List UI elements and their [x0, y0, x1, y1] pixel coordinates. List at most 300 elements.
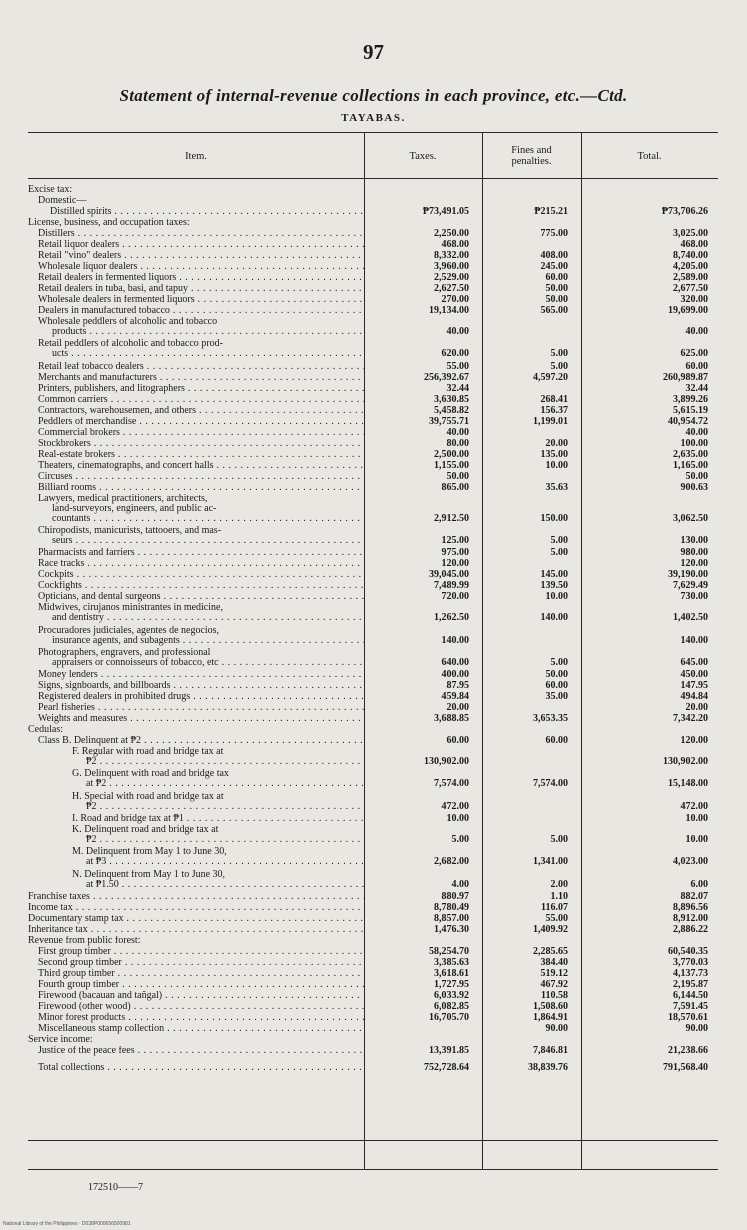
taxes-value: 5.00 [451, 834, 469, 846]
total-value: 60.00 [685, 360, 708, 372]
row-label-line: countants . . . [38, 514, 364, 524]
total-value: 2,635.00 [673, 448, 708, 460]
row-label-line: ucts . . . [38, 349, 364, 359]
total-value: 40,954.72 [668, 415, 708, 427]
fines-value: 4,597.20 [533, 371, 568, 383]
row-item-label [28, 969, 364, 979]
fines-value: 50.00 [545, 283, 568, 294]
row-label-line: land-surveyors, engineers, and public ac- [38, 504, 364, 514]
row-label-line: products . . . [38, 327, 364, 337]
total-value: 18,570.61 [668, 1011, 708, 1023]
table-row [28, 251, 718, 261]
row-label-line: Minor forest products . . . [38, 1013, 364, 1023]
taxes-value: 16,705.70 [429, 1011, 469, 1023]
row-label-line: Theaters, cinematographs, and concert halls . . . [38, 461, 364, 471]
row-item-label [28, 980, 364, 990]
fines-value: 5.00 [550, 656, 568, 668]
row-label-line: Miscellaneous stamp collection . . . [38, 1024, 364, 1034]
row-label-line: Inheritance tax . . . [28, 925, 364, 935]
table-row [28, 295, 718, 305]
fines-value: 60.00 [545, 272, 568, 283]
row-label-line: Cedulas: [28, 725, 364, 735]
taxes-value: 8,332.00 [434, 250, 469, 261]
row-item-label [28, 439, 364, 449]
row-label-line: Billiard rooms . . . [38, 483, 364, 493]
fines-value: 50.00 [545, 669, 568, 681]
taxes-value: 13,391.85 [429, 1044, 469, 1056]
page-number: 97 [363, 40, 384, 64]
total-value: 4,023.00 [673, 856, 708, 868]
taxes-value: 6,033.92 [434, 989, 469, 1001]
table-row [28, 229, 718, 239]
row-label-line: Retail "vino" dealers . . . [38, 251, 364, 261]
table-row [28, 559, 718, 569]
row-label-line: Class B. Delinquent at ₱2 . . . [38, 736, 364, 746]
row-label-line: Franchise taxes . . . [28, 892, 364, 902]
row-label-line: Stockbrokers . . . [38, 439, 364, 449]
table-row [28, 847, 718, 867]
taxes-value: 125.00 [441, 534, 469, 546]
fines-value: 5.00 [550, 360, 568, 372]
row-item-label [28, 769, 364, 789]
row-label-line: Third group timber . . . [38, 969, 364, 979]
taxes-value: 1,155.00 [434, 459, 469, 471]
table-row [28, 1063, 718, 1073]
total-value: 90.00 [685, 1022, 708, 1034]
table-row [28, 262, 718, 272]
row-item-label [28, 559, 364, 569]
taxes-value: 2,912.50 [434, 512, 469, 524]
row-item-label [28, 284, 364, 294]
row-label-line: Race tracks . . . [38, 559, 364, 569]
total-value: 4,205.00 [673, 261, 708, 272]
row-label-line: Merchants and manufacturers . . . [38, 373, 364, 383]
row-item-label [28, 251, 364, 261]
row-item-label [28, 494, 364, 524]
header-item: Item. [185, 150, 207, 162]
table-row [28, 581, 718, 591]
total-value: 40.00 [685, 426, 708, 438]
row-label-line: Documentary stamp tax . . . [28, 914, 364, 924]
row-item-label [28, 240, 364, 250]
taxes-value: 3,630.85 [434, 393, 469, 405]
fines-value: 60.00 [545, 735, 568, 747]
row-label-line: Lawyers, medical practitioners, architects, [38, 494, 364, 504]
row-label-line: Printers, publishers, and litographers . . . [38, 384, 364, 394]
table-row [28, 1024, 718, 1034]
table-row [28, 273, 718, 283]
table-row [28, 747, 718, 767]
total-value: 130.00 [680, 534, 708, 546]
printer-footer: 172510——7 [88, 1182, 143, 1193]
row-label-line: at ₱2 . . . [72, 779, 364, 789]
row-item-label [28, 914, 364, 924]
row-label-line: Revenue from public forest: [28, 936, 364, 946]
table-row [28, 725, 718, 735]
row-item-label [28, 262, 364, 272]
province-heading: TAYABAS. [341, 112, 406, 124]
row-label-line: ₱2 . . . [72, 757, 364, 767]
collections-table [28, 132, 718, 1170]
row-label-line: Fourth group timber . . . [38, 980, 364, 990]
taxes-value: 752,728.64 [424, 1061, 469, 1073]
taxes-value: 640.00 [441, 656, 469, 668]
taxes-value: 1,476.30 [434, 923, 469, 935]
table-row [28, 570, 718, 580]
table-row [28, 936, 718, 946]
table-row [28, 1013, 718, 1023]
table-row [28, 592, 718, 602]
fines-value: 135.00 [540, 448, 568, 460]
table-row [28, 1035, 718, 1045]
row-label-line: G. Delinquent with road and bridge tax [72, 769, 364, 779]
total-value: 8,896.56 [673, 901, 708, 913]
taxes-value: 2,250.00 [434, 228, 469, 239]
row-label-line: Signs, signboards, and billboards . . . [38, 681, 364, 691]
row-label-line: N. Delinquent from May 1 to June 30, [72, 870, 364, 880]
table-row [28, 914, 718, 924]
taxes-value: 39,045.00 [429, 569, 469, 581]
fines-value: 10.00 [545, 591, 568, 603]
fines-value: 467.92 [540, 978, 568, 990]
row-item-label [28, 581, 364, 591]
table-row [28, 417, 718, 427]
total-value: 1,165.00 [673, 459, 708, 471]
row-label-line: First group timber . . . [38, 947, 364, 957]
table-row [28, 218, 718, 228]
total-value: 882.07 [680, 890, 708, 902]
fines-value: 2,285.65 [533, 945, 568, 957]
table-row [28, 681, 718, 691]
table-row [28, 648, 718, 668]
row-item-label [28, 703, 364, 713]
total-value: 730.00 [680, 591, 708, 603]
row-item-label [28, 991, 364, 1001]
taxes-value: 7,574.00 [434, 778, 469, 790]
row-item-label [28, 825, 364, 845]
total-rule [28, 1140, 718, 1141]
row-label-line: Service income: [28, 1035, 364, 1045]
row-item-label [28, 306, 364, 316]
fines-value: 20.00 [545, 437, 568, 449]
table-row [28, 450, 718, 460]
taxes-value: 10.00 [446, 813, 469, 825]
page-title: Statement of internal-revenue collections in each province, etc.—Ctd. [119, 86, 628, 105]
row-label-line: Retail dealers in tuba, basi, and tapuy . . . [38, 284, 364, 294]
fines-value: 10.00 [545, 459, 568, 471]
total-value: 2,195.87 [673, 978, 708, 990]
total-value: 3,025.00 [673, 228, 708, 239]
table-row [28, 461, 718, 471]
row-item-label [28, 417, 364, 427]
fines-value: 38,839.76 [528, 1061, 568, 1073]
table-row [28, 317, 718, 337]
total-value: 32.44 [685, 382, 708, 394]
row-item-label [28, 648, 364, 668]
row-label-line: Real-estate brokers . . . [38, 450, 364, 460]
table-row [28, 736, 718, 746]
row-label-line: Wholesale peddlers of alcoholic and tobacco [38, 317, 364, 327]
fines-value: 408.00 [540, 250, 568, 261]
row-item-label [28, 1013, 364, 1023]
table-row [28, 472, 718, 482]
total-value: 8,912.00 [673, 912, 708, 924]
fines-value: 775.00 [540, 228, 568, 239]
row-label-line: I. Road and bridge tax at ₱1 . . . [72, 814, 364, 824]
row-label-line: insurance agents, and subagents . . . [38, 636, 364, 646]
row-label-line: Distillers . . . [38, 229, 364, 239]
table-row [28, 339, 718, 359]
row-label-line: Firewood (bacauan and tañgal) . . . [38, 991, 364, 1001]
total-value: 791,568.40 [663, 1061, 708, 1073]
total-value: 3,899.26 [673, 393, 708, 405]
fines-value: 35.63 [545, 481, 568, 493]
row-item-label [28, 626, 364, 646]
taxes-value: 7,489.99 [434, 580, 469, 592]
row-item-label [28, 526, 364, 546]
row-item-label [28, 692, 364, 702]
fines-value: 116.07 [541, 901, 568, 913]
row-label-line: seurs . . . [38, 536, 364, 546]
total-value: 7,342.20 [673, 713, 708, 725]
table-row [28, 384, 718, 394]
total-value: 468.00 [680, 239, 708, 250]
row-label-line: Dealers in manufactured tobacco . . . [38, 306, 364, 316]
taxes-value: 620.00 [441, 348, 469, 360]
taxes-value: 2,529.00 [434, 272, 469, 283]
fines-value: 55.00 [545, 912, 568, 924]
header-total: Total. [637, 150, 662, 162]
taxes-value: 256,392.67 [424, 371, 469, 383]
total-value: 120.00 [680, 558, 708, 570]
row-label-line: License, business, and occupation taxes: [28, 218, 364, 228]
taxes-value: 55.00 [446, 360, 469, 372]
table-row [28, 1002, 718, 1012]
taxes-value: 2,682.00 [434, 856, 469, 868]
row-label-line: Wholesale liquor dealers . . . [38, 262, 364, 272]
taxes-value: 400.00 [441, 669, 469, 681]
fines-value: 268.41 [540, 393, 568, 405]
row-label-line: Chiropodists, manicurists, tattooers, and mas- [38, 526, 364, 536]
total-value: 900.63 [680, 481, 708, 493]
row-item-label [28, 362, 364, 372]
row-item-label [28, 936, 364, 946]
row-label-line: Domestic— [38, 196, 364, 206]
row-label-line: Pearl fisheries . . . [38, 703, 364, 713]
taxes-value: 3,618.61 [434, 967, 469, 979]
table-row [28, 769, 718, 789]
total-value: 50.00 [685, 470, 708, 482]
row-item-label [28, 870, 364, 890]
row-item-label [28, 450, 364, 460]
table-row [28, 526, 718, 546]
taxes-value: 1,727.95 [434, 978, 469, 990]
total-value: 20.00 [685, 702, 708, 714]
total-value: 10.00 [685, 834, 708, 846]
fines-value: 245.00 [540, 261, 568, 272]
table-row [28, 870, 718, 890]
row-label-line: Retail liquor dealers . . . [38, 240, 364, 250]
row-item-label [28, 814, 364, 824]
total-value: 450.00 [680, 669, 708, 681]
row-item-label [28, 681, 364, 691]
taxes-value: 468.00 [441, 239, 469, 250]
table-row [28, 284, 718, 294]
table-row [28, 969, 718, 979]
table-row [28, 626, 718, 646]
table-row [28, 925, 718, 935]
row-label-line: Cockpits . . . [38, 570, 364, 580]
total-value: 320.00 [680, 294, 708, 305]
row-item-label [28, 947, 364, 957]
row-item-label [28, 207, 364, 217]
row-item-label [28, 295, 364, 305]
row-label-line: Retail leaf tobacco dealers . . . [38, 362, 364, 372]
taxes-value: 880.97 [441, 890, 469, 902]
row-label-line: Midwives, cirujanos ministrantes in medicine, [38, 603, 364, 613]
table-row [28, 792, 718, 812]
taxes-value: 140.00 [441, 634, 469, 646]
row-item-label [28, 196, 364, 206]
row-item-label [28, 1046, 364, 1056]
taxes-value: 2,500.00 [434, 448, 469, 460]
fines-value: 5.00 [550, 534, 568, 546]
total-value: 4,137.73 [673, 967, 708, 979]
row-label-line: Procuradores judiciales, agentes de negocios, [38, 626, 364, 636]
row-item-label [28, 317, 364, 337]
row-item-label [28, 373, 364, 383]
row-label-line: Wholesale dealers in fermented liquors . . . [38, 295, 364, 305]
row-label-line: at ₱3 . . . [72, 857, 364, 867]
table-row [28, 714, 718, 724]
row-label-line: F. Regular with road and bridge tax at [72, 747, 364, 757]
taxes-value: 1,262.50 [434, 612, 469, 624]
table-row [28, 406, 718, 416]
row-item-label [28, 670, 364, 680]
fines-value: 1.10 [550, 890, 568, 902]
fines-value: 35.00 [545, 691, 568, 703]
row-item-label [28, 339, 364, 359]
row-item-label [28, 548, 364, 558]
total-value: 260,989.87 [663, 371, 708, 383]
row-item-label [28, 406, 364, 416]
total-value: 60,540.35 [668, 945, 708, 957]
row-item-label [28, 736, 364, 746]
row-item-label [28, 603, 364, 623]
header-rule [28, 178, 718, 179]
row-item-label [28, 725, 364, 735]
table-row [28, 1046, 718, 1056]
fines-value: 7,574.00 [533, 778, 568, 790]
fines-value: 565.00 [540, 305, 568, 316]
total-value: 21,238.66 [668, 1044, 708, 1056]
row-item-label [28, 570, 364, 580]
table-row [28, 483, 718, 493]
taxes-value: 120.00 [441, 558, 469, 570]
row-item-label [28, 395, 364, 405]
total-value: 2,886.22 [673, 923, 708, 935]
table-row [28, 185, 718, 195]
taxes-value: 130,902.00 [424, 756, 469, 768]
taxes-value: 40.00 [446, 326, 469, 338]
fines-value: 140.00 [540, 612, 568, 624]
total-value: 147.95 [680, 680, 708, 692]
table-row [28, 196, 718, 206]
total-value: 472.00 [680, 800, 708, 812]
row-item-label [28, 428, 364, 438]
total-value: 15,148.00 [668, 778, 708, 790]
fines-value: 5.00 [550, 547, 568, 559]
row-label-line: Cockfights . . . [38, 581, 364, 591]
fines-value: 156.37 [540, 404, 568, 416]
row-label-line: Contractors, warehousemen, and others . . . [38, 406, 364, 416]
total-value: 494.84 [680, 691, 708, 703]
row-item-label [28, 847, 364, 867]
row-label-line: Weights and measures . . . [38, 714, 364, 724]
table-row [28, 947, 718, 957]
row-label-line: M. Delinquent from May 1 to June 30, [72, 847, 364, 857]
row-label-line: appraisers or connoisseurs of tobacco, etc . . . [38, 658, 364, 668]
row-label-line: Excise tax: [28, 185, 364, 195]
fines-value: 5.00 [550, 348, 568, 360]
table-row [28, 825, 718, 845]
row-item-label [28, 925, 364, 935]
fines-value: 90.00 [545, 1022, 568, 1034]
table-row [28, 306, 718, 316]
taxes-value: ₱73,491.05 [422, 206, 469, 217]
row-item-label [28, 958, 364, 968]
table-row [28, 240, 718, 250]
row-label-line: ₱2 . . . [72, 835, 364, 845]
total-value: 2,589.00 [673, 272, 708, 283]
fines-value: 60.00 [545, 680, 568, 692]
row-label-line: Commercial brokers . . . [38, 428, 364, 438]
taxes-value: 472.00 [441, 800, 469, 812]
row-label-line: Retail dealers in fermented liquors . . . [38, 273, 364, 283]
taxes-value: 2,627.50 [434, 283, 469, 294]
fines-value: 1,199.01 [533, 415, 568, 427]
total-value: 980.00 [680, 547, 708, 559]
row-label-line: Peddlers of merchandise . . . [38, 417, 364, 427]
total-value: 140.00 [680, 634, 708, 646]
taxes-value: 39,755.71 [429, 415, 469, 427]
fines-value: 50.00 [545, 294, 568, 305]
row-item-label [28, 1024, 364, 1034]
fines-value: 7,846.81 [533, 1044, 568, 1056]
taxes-value: 32.44 [446, 382, 469, 394]
table-row [28, 670, 718, 680]
row-item-label [28, 461, 364, 471]
row-label-line: Justice of the peace fees . . . [38, 1046, 364, 1056]
row-item-label [28, 472, 364, 482]
table-row [28, 958, 718, 968]
taxes-value: 8,780.49 [434, 901, 469, 913]
total-value: 645.00 [680, 656, 708, 668]
row-label-line: Photographers, engravers, and professional [38, 648, 364, 658]
fines-value: 519.12 [540, 967, 568, 979]
taxes-value: 720.00 [441, 591, 469, 603]
fines-value: 110.58 [541, 989, 568, 1001]
total-value: 40.00 [685, 326, 708, 338]
row-label-line: Retail peddlers of alcoholic and tobacco prod- [38, 339, 364, 349]
row-label-line: Total collections . . . [38, 1063, 364, 1073]
row-label-line: and dentistry . . . [38, 613, 364, 623]
fines-value: 139.50 [540, 580, 568, 592]
taxes-value: 19,134.00 [429, 305, 469, 316]
row-item-label [28, 714, 364, 724]
fines-value: 1,341.00 [533, 856, 568, 868]
fines-value: 1,409.92 [533, 923, 568, 935]
